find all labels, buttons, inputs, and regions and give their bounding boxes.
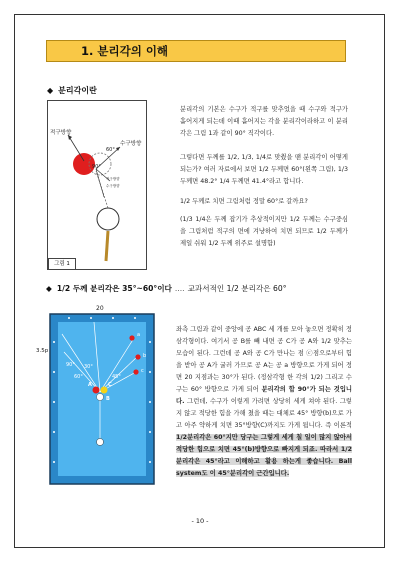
figure-1-diagram	[48, 101, 148, 271]
ball-a	[93, 387, 100, 394]
section2-heading-rest: 교과서적인 1/2 분리각은 60°	[187, 284, 287, 293]
figure-1-caption: 그림 1	[48, 258, 76, 270]
label-3-5p: 3.5p	[36, 348, 49, 354]
section1-para-1: 분리각의 기본은 수구가 적구를 맞추었을 때 수구와 적구가 흩어지게 되는데 이때 흩어지는 각을 분리각이라하고 이 분리각은 그림 1과 같이 90° 직각이다.	[180, 106, 348, 137]
section1-heading	[47, 85, 97, 96]
diamond-bullet-icon: ◆	[46, 284, 52, 293]
svg-text:30°: 30°	[84, 364, 93, 370]
billiard-table-diagram	[36, 305, 160, 488]
section2-para: 좌측 그림과 같이 중앙에 공 ABC 세 개를 모아 놓으면 정확히 정삼각형이다. 여기서 공 B를 빼 내면 공 C가 공 A와 1/2 맞추는 모습이 된다. 그런데 공 A와 공 C가 만나는 점 ⓒ점으로부터 힘을 받아 공 A가 굴러 가므로 공 A는 공 a 방향으로 가게 되어 정면 20 지점과는 30°가 된다. (정삼각형 한 각의 1/2) 그리고 수구는 60° 방향으로 가게 되어 분리각의 합 90°가 되는 것입니다. 그런데, 수구가 이렇게 가려면 상당히 세게 쳐야 된다. 그렇지 않고 적당한 힘을 가해 쳤을 때는 대체로 45° 방향(b)으로 가고 아주 약하게 치면 35°방향(C)까지도 가게 됩니다. 즉 이론적 1/2분리각은 60°지만 당구는 그렇게 세게 칠 일이 많지 않아서 적당한 힘으로 치면 45°(b)방향으로 빠지게 되죠. 따라서 1/2 분리각은 45°라고 이해하고 활용 하는게 좋습니다. Ball system도 이 45°분리각이 근간입니다.	[176, 326, 353, 477]
ball-c	[101, 387, 108, 394]
page-number: - 10 -	[191, 517, 209, 525]
table-svg	[36, 305, 160, 488]
svg-text:a: a	[137, 332, 141, 338]
svg-text:A: A	[88, 382, 92, 388]
svg-text:45°: 45°	[112, 374, 121, 380]
svg-text:60°: 60°	[74, 374, 83, 380]
section1-para-2: 그렇다면 두께를 1/2, 1/3, 1/4로 맞췄을 땐 분리각이 어떻게 되는가? 여러 자료에서 보면 1/2 두께면 60°(왼쪽 그림), 1/3 두께면 48.2° 1/4 두께면 41.4°라고 합니다.	[180, 154, 348, 185]
diamond-bullet-icon: ◆	[47, 86, 54, 95]
section2-heading: ◆ 1/2 두께 분리각은 35°~60°이다 .... 교과서적인 1/2 분리각은 60°	[46, 284, 287, 293]
label-20: 20	[96, 305, 104, 312]
svg-text:적구방향: 적구방향	[106, 177, 120, 181]
angle-90-label: 90°	[92, 164, 101, 170]
svg-text:b: b	[143, 353, 147, 359]
cue-stick	[106, 231, 108, 261]
page-title: 1. 분리각의 이해	[46, 40, 346, 62]
section1-para-4: (1/3 1/4은 두께 잡기가 추상적이지만 1/2 두께는 수구중심을 그림처럼 적구의 면에 겨냥하여 치면 되므로 1/2 두께가 제일 쉬워 1/2 두께 위주로 설명함)	[180, 216, 348, 247]
svg-text:수구방향: 수구방향	[106, 184, 120, 188]
angle-60-label: 60°	[106, 147, 115, 153]
svg-text:B: B	[106, 396, 110, 402]
ball-b	[97, 394, 104, 401]
figure-1	[47, 100, 147, 270]
section1-para-3: 1/2 두께로 치면 그림처럼 정말 60°로 갈까요?	[180, 198, 308, 205]
svg-text:90°: 90°	[66, 362, 75, 368]
obj-dir-label: 적구방향	[50, 130, 72, 136]
svg-text:c: c	[141, 368, 144, 374]
svg-text:C: C	[108, 382, 112, 388]
cue-ball-table	[97, 439, 104, 446]
cue-ball	[97, 208, 119, 230]
cue-dir-label: 수구방향	[120, 141, 142, 147]
section2-heading-bold: 1/2 두께 분리각은 35°~60°이다	[56, 284, 172, 293]
section1-heading-text: 분리각이란	[58, 86, 97, 95]
